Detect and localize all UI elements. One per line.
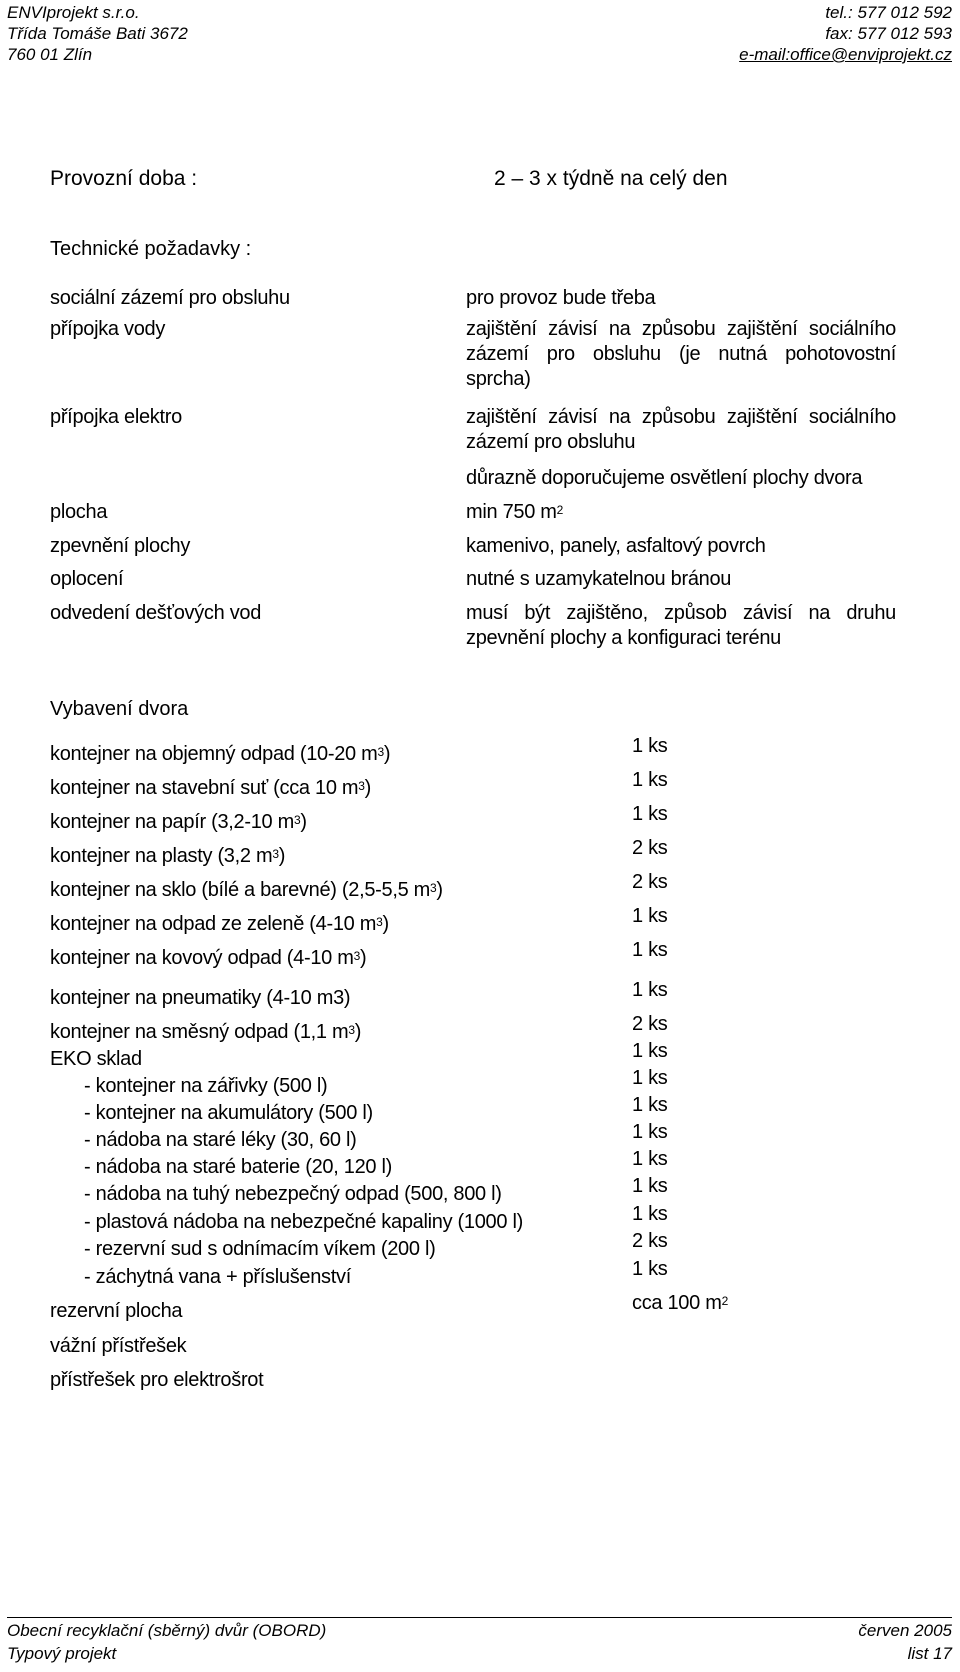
equipment-quantity: 1 ks [632, 803, 668, 825]
footer-subtitle: Typový projekt [7, 1644, 117, 1663]
equipment-item: kontejner na sklo (bílé a barevné) (2,5-5,5 $m^3$) [50, 879, 443, 901]
equipment-quantity: 1 ks [632, 1148, 668, 1170]
company-fax: fax: 577 012 593 [825, 24, 952, 43]
equipment-item: rezervní plocha [50, 1300, 183, 1322]
footer-sheet: list 17 [907, 1644, 952, 1663]
equipment-quantity: 1 ks [632, 1175, 668, 1197]
company-name: ENVIprojekt s.r.o. [7, 3, 140, 22]
tech-label: oplocení [50, 568, 124, 590]
equipment-quantity: 1 ks [632, 905, 668, 927]
tech-label: přípojka vody [50, 318, 166, 340]
equipment-item: kontejner na kovový odpad (4-10 $m^3$) [50, 947, 367, 969]
tech-label: plocha [50, 501, 108, 523]
equipment-item: kontejner na odpad ze zeleně (4-10 $m^3$) [50, 913, 389, 935]
equipment-quantity: 2 ks [632, 871, 668, 893]
tech-label: odvedení dešťových vod [50, 602, 262, 624]
footer-date: červen 2005 [858, 1621, 952, 1640]
equipment-item: - nádoba na tuhý nebezpečný odpad (500, 800 l) [84, 1183, 502, 1205]
tech-value: zajištění závisí na způsobu zajištění sociálního zázemí pro obsluhu [466, 406, 896, 453]
equipment-item: kontejner na plasty (3,2 $m^3$) [50, 845, 286, 867]
equipment-quantity: 1 ks [632, 1040, 668, 1062]
equipment-item: kontejner na pneumatiky (4-10 m3) [50, 987, 351, 1009]
equipment-item: - kontejner na zářivky (500 l) [84, 1075, 328, 1097]
equipment-item: - rezervní sud s odnímacím víkem (200 l) [84, 1238, 436, 1260]
tech-value: pro provoz bude třeba [466, 287, 656, 309]
equipment-heading: Vybavení dvora [50, 698, 189, 720]
tech-value: musí být zajištěno, způsob závisí na druhu zpevnění plochy a konfiguraci terénu [466, 602, 896, 649]
equipment-quantity: 1 ks [632, 1094, 668, 1116]
company-city: 760 01 Zlín [7, 45, 93, 64]
tech-label: zpevnění plochy [50, 535, 191, 557]
equipment-quantity: 1 ks [632, 1067, 668, 1089]
equipment-item: - nádoba na staré baterie (20, 120 l) [84, 1156, 392, 1178]
equipment-item: vážní přístřešek [50, 1335, 187, 1357]
operating-hours-label: Provozní doba : [50, 167, 198, 190]
equipment-quantity: 2 ks [632, 1013, 668, 1035]
equipment-item: kontejner na papír (3,2-10 $m^3$) [50, 811, 307, 833]
equipment-quantity: 1 ks [632, 1121, 668, 1143]
equipment-item: kontejner na stavební suť (cca 10 $m^3$) [50, 777, 372, 799]
equipment-item: kontejner na směsný odpad (1,1 $m^3$) [50, 1021, 362, 1043]
equipment-quantity: 2 ks [632, 837, 668, 859]
equipment-item: - nádoba na staré léky (30, 60 l) [84, 1129, 357, 1151]
tech-requirements-heading: Technické požadavky : [50, 238, 252, 260]
equipment-quantity: 1 ks [632, 1203, 668, 1225]
equipment-item: přístřešek pro elektrošrot [50, 1369, 264, 1391]
tech-value: min 750 $m^2$ [466, 501, 564, 523]
equipment-item: kontejner na objemný odpad (10-20 $m^3$) [50, 743, 391, 765]
equipment-quantity: 1 ks [632, 735, 668, 757]
company-street: Třída Tomáše Bati 3672 [7, 24, 188, 43]
equipment-quantity: 2 ks [632, 1230, 668, 1252]
tech-label: sociální zázemí pro obsluhu [50, 287, 290, 309]
footer-divider [7, 1617, 952, 1618]
equipment-quantity: 1 ks [632, 1258, 668, 1280]
equipment-quantity: 1 ks [632, 939, 668, 961]
equipment-item: - plastová nádoba na nebezpečné kapaliny (1000 l) [84, 1211, 523, 1233]
tech-label: přípojka elektro [50, 406, 182, 428]
tech-value: kamenivo, panely, asfaltový povrch [466, 535, 766, 557]
equipment-quantity: cca 100 $m^2$ [632, 1292, 728, 1314]
tech-value: důrazně doporučujeme osvětlení plochy dvora [466, 467, 863, 489]
tech-value: zajištění závisí na způsobu zajištění sociálního zázemí pro obsluhu (je nutná pohotovostní sprcha) [466, 318, 896, 390]
equipment-item: - záchytná vana + příslušenství [84, 1266, 351, 1288]
equipment-item: EKO sklad [50, 1048, 142, 1070]
equipment-item: - kontejner na akumulátory (500 l) [84, 1102, 373, 1124]
footer-title: Obecní recyklační (sběrný) dvůr (OBORD) [7, 1621, 327, 1640]
equipment-quantity: 1 ks [632, 769, 668, 791]
tech-value: nutné s uzamykatelnou bránou [466, 568, 732, 590]
company-phone: tel.: 577 012 592 [825, 3, 952, 22]
operating-hours-value: 2 – 3 x týdně na celý den [494, 167, 728, 190]
equipment-quantity: 1 ks [632, 979, 668, 1001]
company-email-link[interactable]: e-mail:office@enviprojekt.cz [739, 45, 952, 64]
